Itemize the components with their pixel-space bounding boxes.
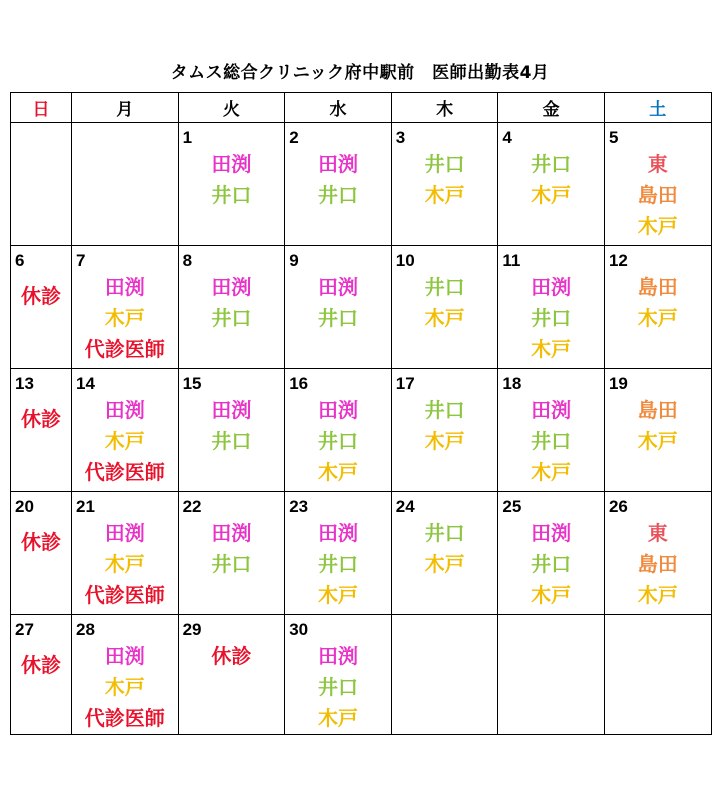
day-number: 22: [182, 497, 202, 516]
doctor-name: 木戸: [104, 306, 145, 330]
empty-cell: [604, 615, 711, 735]
doctor-name: 田渕: [104, 521, 145, 545]
doctor-list: [11, 527, 71, 558]
doctor-name: 木戸: [637, 214, 678, 238]
doctor-name: 井口: [317, 183, 358, 207]
day-cell: [11, 615, 72, 735]
doctor-name: 島田: [637, 183, 678, 207]
doctor-list: [179, 395, 285, 457]
doctor-list: [72, 641, 178, 734]
day-number: 20: [15, 497, 34, 516]
day-number: [11, 123, 71, 149]
day-cell: [285, 492, 392, 615]
doctor-name: 井口: [317, 429, 358, 453]
doctor-name: 木戸: [637, 306, 678, 330]
doctor-name: 田渕: [317, 398, 358, 422]
day-number: 25: [502, 497, 522, 516]
day-number: [605, 615, 711, 641]
day-number: [72, 123, 178, 149]
doctor-name: 井口: [211, 183, 252, 207]
day-number: 24: [395, 497, 415, 516]
week-row: [11, 246, 712, 369]
doctor-name: 田渕: [317, 521, 358, 545]
doctor-list: [392, 518, 498, 580]
doctor-list: [392, 395, 498, 457]
doctor-name: 田渕: [531, 275, 572, 299]
empty-cell: [72, 123, 179, 246]
weekday-header: 土: [604, 93, 711, 123]
day-number: 27: [15, 620, 34, 639]
weekday-header: 水: [285, 93, 392, 123]
day-cell: [498, 492, 605, 615]
weekday-header: 金: [498, 93, 605, 123]
day-number: 17: [395, 374, 415, 393]
closed-label: 休診: [21, 284, 61, 308]
closed-label: 休診: [21, 530, 61, 554]
doctor-list: [179, 641, 285, 672]
doctor-name: 木戸: [637, 429, 678, 453]
doctor-list: [72, 272, 178, 365]
weekday-header-row: [11, 93, 712, 123]
day-cell: [285, 246, 392, 369]
doctor-list: [392, 149, 498, 211]
day-cell: [72, 246, 179, 369]
doctor-name: 木戸: [317, 706, 358, 730]
doctor-list: [285, 518, 391, 611]
closed-label: 休診: [21, 653, 61, 677]
doctor-name: 東: [647, 152, 668, 176]
day-number: 11: [502, 251, 521, 270]
doctor-list: [498, 395, 604, 488]
doctor-name: 井口: [531, 429, 572, 453]
day-number: 28: [76, 620, 95, 639]
day-cell: [604, 123, 711, 246]
doctor-name: 田渕: [104, 644, 145, 668]
doctor-name: 井口: [424, 152, 465, 176]
doctor-name: 島田: [637, 398, 678, 422]
weekday-header: 月: [72, 93, 179, 123]
doctor-name: 井口: [424, 398, 465, 422]
doctor-name: 田渕: [317, 644, 358, 668]
doctor-name: 井口: [531, 152, 572, 176]
day-cell: [285, 123, 392, 246]
day-cell: [178, 369, 285, 492]
doctor-list: [498, 149, 604, 211]
doctor-name: 木戸: [531, 460, 572, 484]
day-cell: [178, 123, 285, 246]
doctor-name: 木戸: [424, 429, 465, 453]
day-number: 26: [608, 497, 628, 516]
day-cell: [178, 246, 285, 369]
empty-cell: [498, 615, 605, 735]
closed-label: 休診: [211, 644, 252, 668]
doctor-name: 木戸: [531, 337, 572, 361]
doctor-name: 木戸: [531, 183, 572, 207]
doctor-list: [179, 272, 285, 334]
doctor-name: 田渕: [104, 275, 145, 299]
page-title: タムス総合クリニック府中駅前 医師出勤表4月: [170, 63, 550, 83]
doctor-name: 木戸: [531, 583, 572, 607]
day-cell: [11, 369, 72, 492]
doctor-name: 木戸: [104, 429, 145, 453]
day-cell: [72, 492, 179, 615]
doctor-list: [179, 149, 285, 211]
doctor-name: 木戸: [104, 552, 145, 576]
doctor-name: 井口: [211, 429, 252, 453]
doctor-list: [179, 518, 285, 580]
doctor-name: 木戸: [104, 675, 145, 699]
week-row: [11, 615, 712, 735]
doctor-name: 代診医師: [84, 337, 165, 361]
doctor-list: [498, 272, 604, 365]
doctor-name: 井口: [317, 675, 358, 699]
doctor-name: 井口: [531, 306, 572, 330]
doctor-name: 木戸: [317, 583, 358, 607]
doctor-name: 木戸: [317, 460, 358, 484]
weekday-header: 火: [178, 93, 285, 123]
day-number: 29: [182, 620, 202, 639]
doctor-name: 田渕: [211, 152, 252, 176]
doctor-name: 田渕: [211, 398, 252, 422]
week-row: [11, 492, 712, 615]
day-number: [392, 615, 498, 641]
day-number: 10: [395, 251, 415, 270]
doctor-list: [11, 281, 71, 312]
day-number: 5: [608, 128, 619, 147]
day-number: 1: [182, 128, 193, 147]
doctor-list: [11, 404, 71, 435]
doctor-list: [392, 272, 498, 334]
doctor-list: [605, 272, 711, 334]
day-cell: [285, 615, 392, 735]
day-cell: [11, 492, 72, 615]
doctor-list: [72, 395, 178, 488]
day-number: 18: [502, 374, 522, 393]
day-cell: [604, 369, 711, 492]
day-number: 7: [76, 251, 86, 270]
doctor-name: 井口: [424, 521, 465, 545]
weekday-header: 木: [391, 93, 498, 123]
day-cell: [391, 246, 498, 369]
day-number: 30: [289, 620, 309, 639]
day-number: 14: [76, 374, 95, 393]
doctor-list: [72, 518, 178, 611]
day-number: 9: [289, 251, 299, 270]
day-number: 23: [289, 497, 309, 516]
doctor-list: [605, 518, 711, 611]
day-number: 16: [289, 374, 309, 393]
empty-cell: [11, 123, 72, 246]
doctor-name: 東: [647, 521, 668, 545]
doctor-name: 井口: [424, 275, 465, 299]
doctor-list: [285, 395, 391, 488]
day-cell: [391, 123, 498, 246]
doctor-name: 井口: [211, 306, 252, 330]
doctor-name: 田渕: [317, 275, 358, 299]
empty-cell: [391, 615, 498, 735]
day-cell: [604, 246, 711, 369]
doctor-list: [498, 518, 604, 611]
day-number: 2: [289, 128, 299, 147]
week-row: [11, 123, 712, 246]
doctor-name: 田渕: [531, 398, 572, 422]
day-number: 4: [502, 128, 512, 147]
doctor-list: [285, 641, 391, 734]
doctor-name: 田渕: [211, 521, 252, 545]
schedule-calendar: [10, 92, 712, 735]
doctor-name: 井口: [317, 552, 358, 576]
doctor-name: 代診医師: [84, 706, 165, 730]
day-cell: [498, 246, 605, 369]
day-cell: [498, 123, 605, 246]
weekday-header: 日: [11, 93, 72, 123]
day-cell: [178, 492, 285, 615]
week-row: [11, 369, 712, 492]
doctor-list: [285, 272, 391, 334]
doctor-list: [605, 149, 711, 242]
day-cell: [604, 492, 711, 615]
day-number: 3: [395, 128, 406, 147]
day-number: 13: [15, 374, 34, 393]
day-cell: [285, 369, 392, 492]
day-cell: [391, 492, 498, 615]
doctor-list: [605, 395, 711, 457]
day-number: 21: [76, 497, 95, 516]
doctor-name: 島田: [637, 275, 678, 299]
day-cell: [178, 615, 285, 735]
doctor-name: 田渕: [211, 275, 252, 299]
doctor-name: 田渕: [317, 152, 358, 176]
day-number: 8: [182, 251, 193, 270]
day-cell: [72, 369, 179, 492]
doctor-name: 木戸: [424, 552, 465, 576]
doctor-name: 井口: [317, 306, 358, 330]
doctor-name: 木戸: [424, 306, 465, 330]
doctor-name: 木戸: [424, 183, 465, 207]
day-number: 6: [15, 251, 25, 270]
day-number: 15: [182, 374, 202, 393]
doctor-name: 代診医師: [84, 460, 165, 484]
day-cell: [72, 615, 179, 735]
day-number: 19: [608, 374, 628, 393]
day-cell: [498, 369, 605, 492]
doctor-name: 木戸: [637, 583, 678, 607]
day-number: [498, 615, 604, 641]
day-cell: [391, 369, 498, 492]
doctor-name: 井口: [211, 552, 252, 576]
doctor-name: 井口: [531, 552, 572, 576]
doctor-list: [285, 149, 391, 211]
doctor-name: 田渕: [104, 398, 145, 422]
doctor-name: 代診医師: [84, 583, 165, 607]
doctor-name: 島田: [637, 552, 678, 576]
closed-label: 休診: [21, 407, 61, 431]
doctor-name: 田渕: [531, 521, 572, 545]
day-number: 12: [608, 251, 628, 270]
day-cell: [11, 246, 72, 369]
doctor-list: [11, 650, 71, 681]
